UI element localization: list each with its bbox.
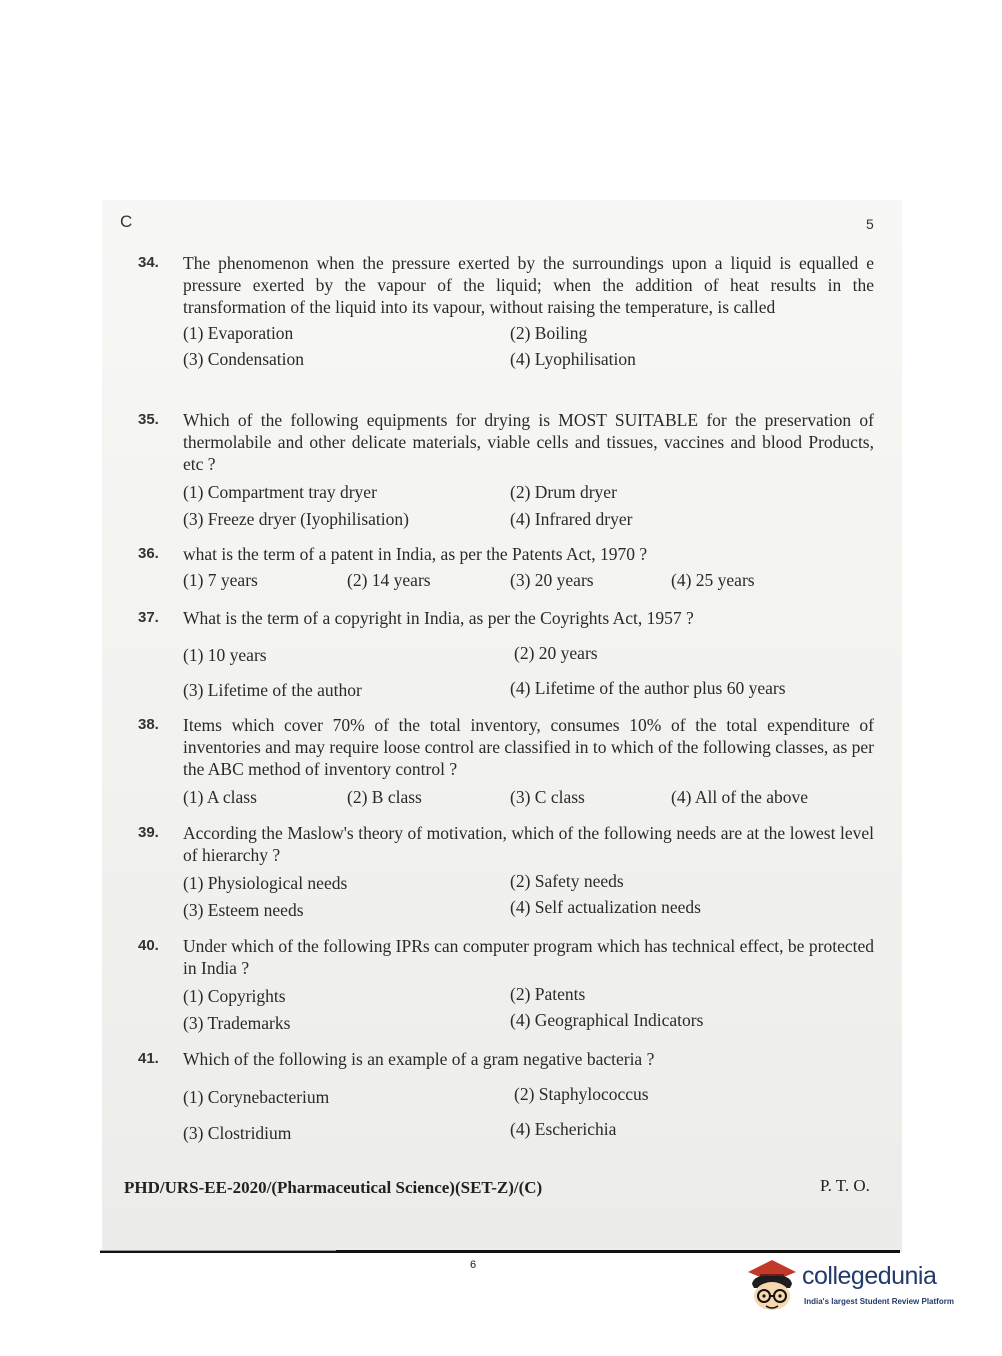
page-number: 5	[866, 216, 874, 232]
question-38	[138, 714, 874, 806]
options	[183, 1070, 874, 1142]
question-number: 38.	[138, 716, 159, 733]
option-4: (4) Escherichia	[510, 1119, 617, 1139]
option-2: (2) Boiling	[510, 323, 588, 343]
sheet-number: 6	[470, 1259, 477, 1271]
question-number: 37.	[138, 609, 159, 626]
options	[183, 565, 874, 591]
question-number: 34.	[138, 254, 159, 271]
option-3: (3) Lifetime of the author	[183, 680, 362, 700]
question-text: Which of the following equipments for drying is MOST SUITABLE for the preservation of thermolabile and other delicate materials, viable cells and tissues, vaccines and blood Products, etc ?	[183, 410, 874, 474]
option-2: (2) 20 years	[514, 643, 598, 663]
question-41	[138, 1048, 874, 1142]
option-3: (3) Freeze dryer (Iyophilisation)	[183, 509, 409, 529]
paper-code: PHD/URS-EE-2020/(Pharmaceutical Science)(SET-Z)/(C)	[124, 1178, 543, 1197]
question-text: Under which of the following IPRs can computer program which has technical effect, be protected in India ?	[183, 936, 874, 978]
option-4: (4) Infrared dryer	[510, 509, 633, 529]
question-text: Which of the following is an example of a gram negative bacteria ?	[183, 1049, 655, 1069]
brand-logo	[742, 1252, 982, 1322]
question-36	[138, 543, 874, 591]
option-4: (4) Self actualization needs	[510, 897, 701, 917]
option-2: (2) Safety needs	[510, 871, 624, 891]
option-4: (4) Geographical Indicators	[510, 1010, 704, 1030]
options	[183, 780, 874, 806]
options	[183, 629, 874, 701]
option-3: (3) Trademarks	[183, 1013, 291, 1033]
option-1: (1) Evaporation	[183, 323, 294, 343]
option-2: (2) Patents	[510, 984, 586, 1004]
option-2: (2) B class	[347, 787, 422, 807]
question-number: 41.	[138, 1050, 159, 1067]
option-1: (1) Physiological needs	[183, 873, 348, 893]
question-text: Items which cover 70% of the total inventory, consumes 10% of the total expenditure of inventories and may require loose control are classified in to which of the following classes, as per the ABC method of inventory control ?	[183, 715, 874, 779]
option-2: (2) Drum dryer	[510, 482, 617, 502]
question-text: What is the term of a copyright in India, as per the Coyrights Act, 1957 ?	[183, 608, 694, 628]
option-1: (1) Copyrights	[183, 986, 286, 1006]
option-2: (2) Staphylococcus	[514, 1084, 649, 1104]
option-4: (4) 25 years	[671, 570, 755, 590]
mascot-icon	[742, 1254, 800, 1316]
option-4: (4) Lifetime of the author plus 60 years	[510, 678, 786, 698]
question-40	[138, 935, 874, 1033]
option-3: (3) Esteem needs	[183, 900, 304, 920]
question-number: 36.	[138, 545, 159, 562]
question-34	[138, 252, 874, 372]
question-number: 39.	[138, 824, 159, 841]
option-3: (3) C class	[510, 787, 585, 807]
option-1: (1) A class	[183, 787, 257, 807]
options	[183, 866, 874, 920]
question-35	[138, 409, 874, 529]
page-divider-thin	[100, 1250, 336, 1251]
option-1: (1) Compartment tray dryer	[183, 482, 377, 502]
brand-tagline: India's largest Student Review Platform	[804, 1297, 954, 1306]
option-4: (4) Lyophilisation	[510, 349, 636, 369]
option-1: (1) Corynebacterium	[183, 1087, 330, 1107]
option-4: (4) All of the above	[671, 787, 809, 807]
question-number: 40.	[138, 937, 159, 954]
options	[183, 475, 874, 529]
option-3: (3) Condensation	[183, 349, 305, 369]
question-37	[138, 607, 874, 701]
question-number: 35.	[138, 411, 159, 428]
brand-name: collegedunia	[802, 1262, 937, 1290]
question-text: According the Maslow's theory of motivation, which of the following needs are at the lowest level of hierarchy ?	[183, 823, 874, 865]
option-1: (1) 10 years	[183, 645, 267, 665]
option-3: (3) 20 years	[510, 570, 594, 590]
options	[183, 318, 874, 372]
option-3: (3) Clostridium	[183, 1123, 292, 1143]
option-1: (1) 7 years	[183, 570, 258, 590]
options	[183, 979, 874, 1033]
pto-label: P. T. O.	[820, 1176, 870, 1195]
option-2: (2) 14 years	[347, 570, 431, 590]
set-letter: C	[120, 212, 133, 231]
question-39	[138, 822, 874, 920]
question-text: The phenomenon when the pressure exerted by the surroundings upon a liquid is equalled e pressure exerted by the vapour of the liquid; when the addition of heat results in the transformation of the liquid into its vapour, without raising the temperature, is called	[183, 253, 874, 317]
question-text: what is the term of a patent in India, as per the Patents Act, 1970 ?	[183, 544, 648, 564]
